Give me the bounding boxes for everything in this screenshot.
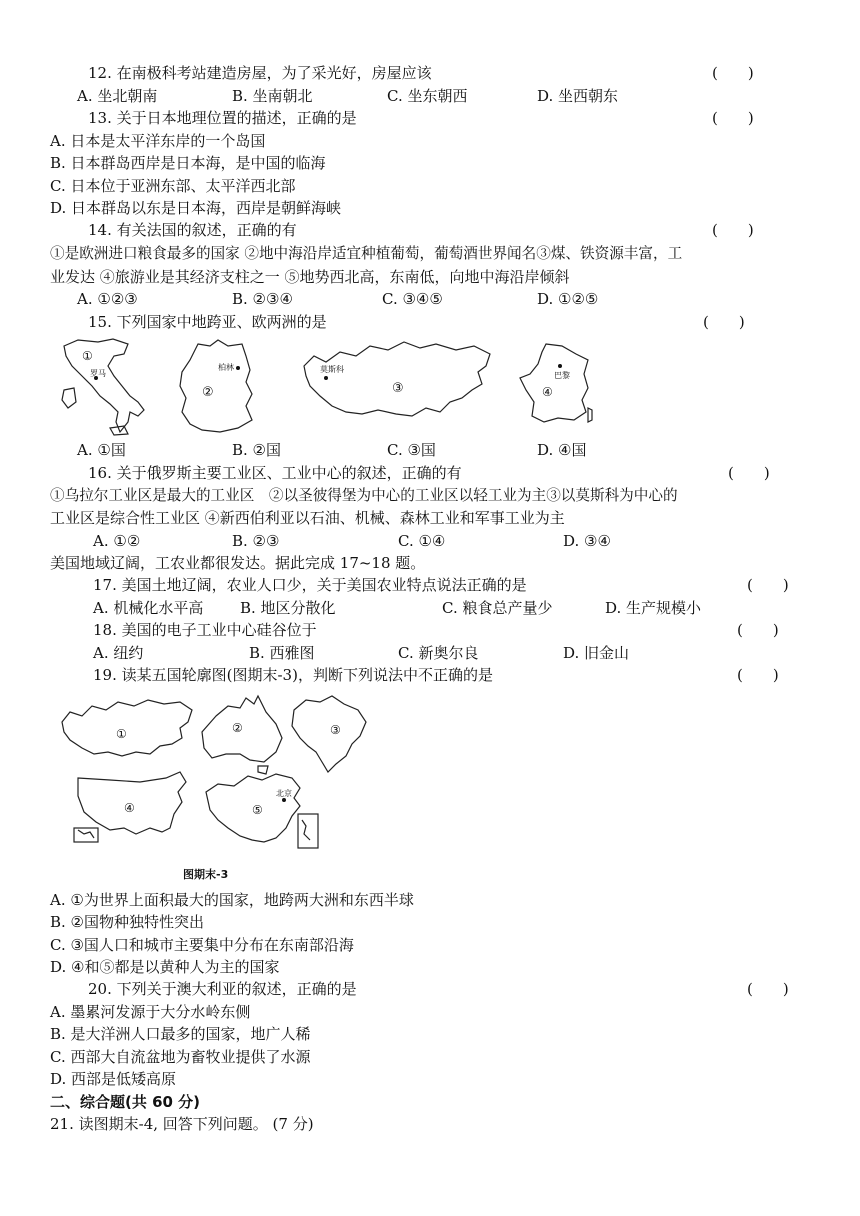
section-heading-comprehensive: 二、综合题(共 60 分) — [50, 1093, 201, 1111]
figure-caption-q19: 图期末-3 — [183, 868, 229, 881]
q21-stem: 21. 读图期末-4, 回答下列问题。 (7 分) — [50, 1115, 314, 1133]
q13-option-a: A. 日本是太平洋东岸的一个岛国 — [50, 132, 266, 150]
q15-stem: 15. 下列国家中地跨亚、欧两洲的是 — [88, 313, 327, 331]
q12-option-b: B. 坐南朝北 — [232, 87, 313, 105]
q18-option-a: A. 纽约 — [93, 644, 144, 662]
q17-option-a: A. 机械化水平高 — [93, 599, 204, 617]
q15-option-b: B. ②国 — [232, 441, 282, 459]
q12-answer-paren: ( ) — [712, 64, 754, 82]
q16-option-b: B. ②③ — [232, 532, 280, 550]
q19-option-b: B. ②国物种独特性突出 — [50, 913, 205, 931]
q20-stem: 20. 下列关于澳大利亚的叙述，正确的是 — [88, 980, 357, 998]
q16-answer-paren: ( ) — [728, 464, 770, 482]
q20-answer-paren: ( ) — [747, 980, 789, 998]
map19-label-3: ③ — [330, 723, 341, 737]
q12-option-d: D. 坐西朝东 — [537, 87, 619, 105]
q16-statements-line1: ①乌拉尔工业区是最大的工业区 ②以圣彼得堡为中心的工业区以轻工业为主③以莫斯科为中心的 — [50, 487, 678, 504]
q20-option-c: C. 西部大自流盆地为畜牧业提供了水源 — [50, 1048, 311, 1066]
q14-option-d: D. ①②⑤ — [537, 290, 599, 308]
q16-option-c: C. ①④ — [398, 532, 446, 550]
brazil-outline-map — [286, 690, 370, 774]
q13-answer-paren: ( ) — [712, 109, 754, 127]
q17-option-b: B. 地区分散化 — [240, 599, 336, 617]
q20-option-d: D. 西部是低矮高原 — [50, 1070, 177, 1088]
map19-label-beijing: 北京 — [276, 789, 292, 798]
map15-label-moscow: 莫斯科 — [320, 365, 344, 374]
russia-outline-map — [296, 336, 496, 436]
q19-answer-paren: ( ) — [737, 666, 779, 684]
q15-answer-paren: ( ) — [703, 313, 745, 331]
q18-option-d: D. 旧金山 — [563, 644, 630, 662]
map15-label-2: ② — [202, 385, 214, 400]
q15-option-a: A. ①国 — [77, 441, 126, 459]
q20-option-a: A. 墨累河发源于大分水岭东侧 — [50, 1003, 251, 1021]
russia-outline-map-q19 — [56, 694, 196, 764]
q12-stem: 12. 在南极科考站建造房屋，为了采光好，房屋应该 — [88, 64, 432, 82]
q14-option-b: B. ②③④ — [232, 290, 293, 308]
q17-option-c: C. 粮食总产量少 — [442, 599, 553, 617]
q14-statements-line2: 业发达 ④旅游业是其经济支柱之一 ⑤地势西北高，东南低，向地中海沿岸倾斜 — [50, 268, 570, 286]
q20-option-b: B. 是大洋洲人口最多的国家，地广人稀 — [50, 1025, 311, 1043]
q18-option-c: C. 新奥尔良 — [398, 644, 479, 662]
q19-option-d: D. ④和⑤都是以黄种人为主的国家 — [50, 958, 280, 976]
q15-option-c: C. ③国 — [387, 441, 436, 459]
map15-label-4: ④ — [542, 385, 553, 399]
q14-option-a: A. ①②③ — [77, 290, 138, 308]
q19-option-a: A. ①为世界上面积最大的国家，地跨两大洲和东西半球 — [50, 891, 414, 909]
q14-option-c: C. ③④⑤ — [382, 290, 443, 308]
q16-statements-line2: 工业区是综合性工业区 ④新西伯利亚以石油、机械、森林工业和军事工业为主 — [50, 509, 565, 527]
map19-label-5: ⑤ — [252, 803, 263, 817]
q17-18-intro: 美国地域辽阔，工农业都很发达。据此完成 17~18 题。 — [50, 554, 426, 572]
q15-option-d: D. ④国 — [537, 441, 587, 459]
q14-stem: 14. 有关法国的叙述，正确的有 — [88, 221, 297, 239]
q17-answer-paren: ( ) — [747, 576, 789, 594]
germany-outline-map — [172, 336, 260, 436]
q13-option-c: C. 日本位于亚洲东部、太平洋西北部 — [50, 177, 296, 195]
q13-option-b: B. 日本群岛西岸是日本海，是中国的临海 — [50, 154, 326, 172]
q18-stem: 18. 美国的电子工业中心硅谷位于 — [93, 621, 317, 639]
france-outline-map — [516, 338, 596, 428]
q16-stem: 16. 关于俄罗斯主要工业区、工业中心的叙述，正确的有 — [88, 464, 462, 482]
china-outline-map — [200, 770, 330, 854]
q16-option-a: A. ①② — [93, 532, 141, 550]
q14-statements-line1: ①是欧洲进口粮食最多的国家 ②地中海沿岸适宜种植葡萄，葡萄酒世界闻名③煤、铁资源丰富，工 — [50, 245, 683, 262]
q19-stem: 19. 读某五国轮廓图(图期末-3)，判断下列说法中不正确的是 — [93, 666, 493, 684]
map19-label-1: ① — [116, 727, 127, 741]
map15-label-rome: 罗马 — [90, 369, 106, 378]
q12-option-a: A. 坐北朝南 — [77, 87, 158, 105]
map19-label-4: ④ — [124, 801, 135, 815]
map19-label-2: ② — [232, 721, 243, 735]
map15-label-berlin: 柏林 — [218, 363, 234, 372]
q19-option-c: C. ③国人口和城市主要集中分布在东南部沿海 — [50, 936, 354, 954]
q12-option-c: C. 坐东朝西 — [387, 87, 468, 105]
usa-outline-map — [70, 768, 200, 850]
q13-option-d: D. 日本群岛以东是日本海，西岸是朝鲜海峡 — [50, 199, 342, 217]
q16-option-d: D. ③④ — [563, 532, 611, 550]
map15-label-paris: 巴黎 — [554, 371, 570, 380]
map15-label-3: ③ — [392, 381, 404, 396]
q17-stem: 17. 美国土地辽阔，农业人口少，关于美国农业特点说法正确的是 — [93, 576, 527, 594]
australia-outline-map — [196, 692, 286, 776]
q18-option-b: B. 西雅图 — [249, 644, 315, 662]
italy-outline-map — [58, 336, 148, 436]
q18-answer-paren: ( ) — [737, 621, 779, 639]
q14-answer-paren: ( ) — [712, 221, 754, 239]
q13-stem: 13. 关于日本地理位置的描述，正确的是 — [88, 109, 357, 127]
map15-label-1: ① — [82, 349, 93, 363]
q17-option-d: D. 生产规模小 — [605, 599, 702, 617]
